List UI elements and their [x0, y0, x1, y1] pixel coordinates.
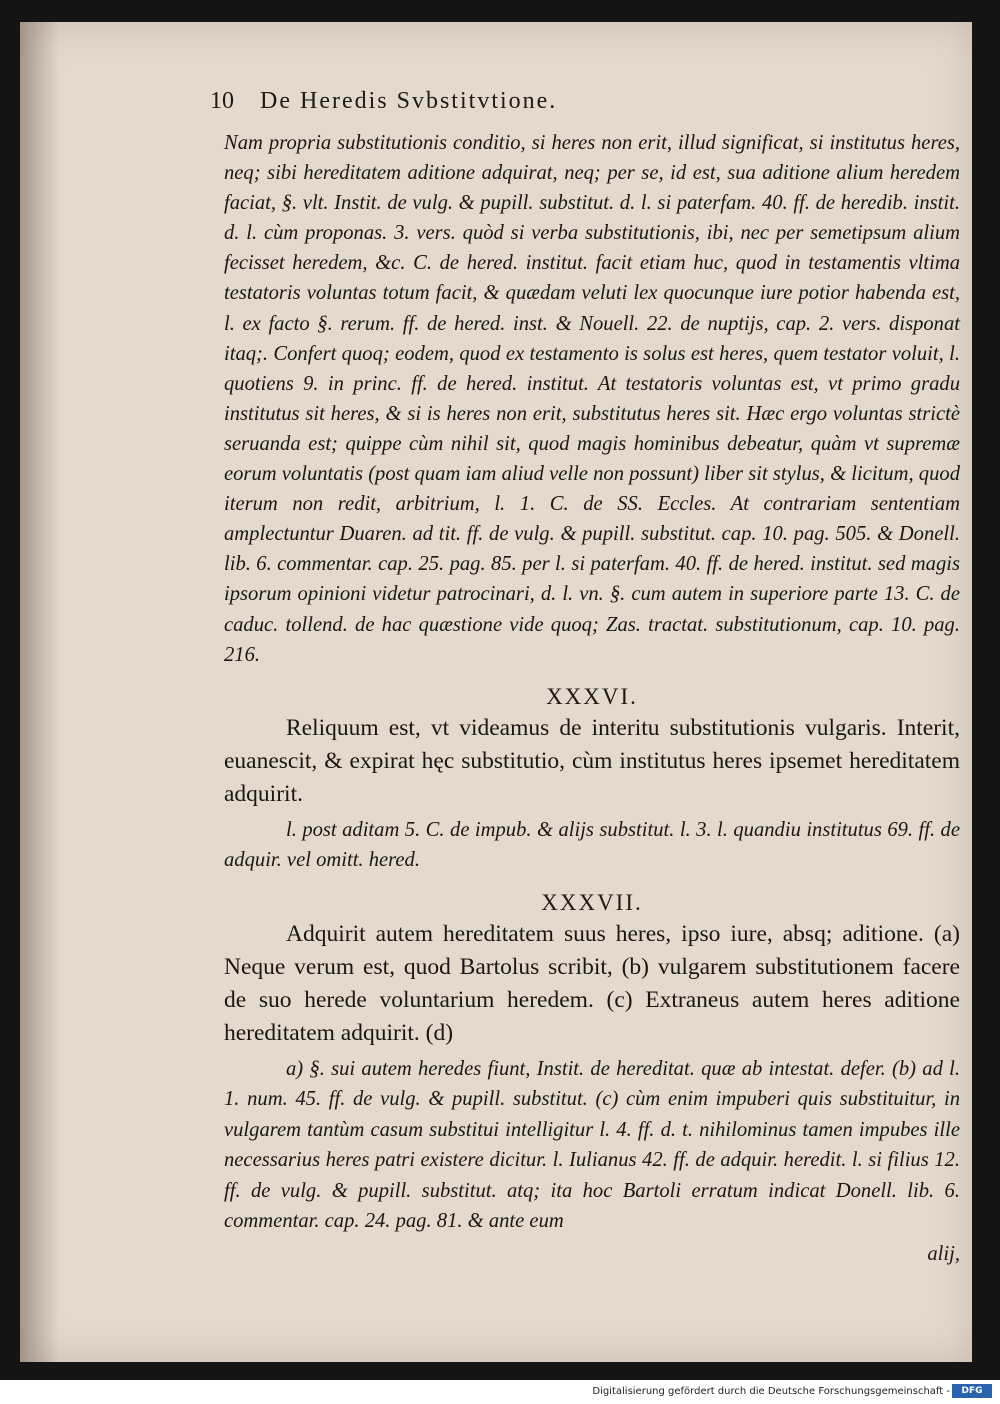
dfg-logo-icon: DFG: [952, 1384, 992, 1398]
book-page: [20, 22, 972, 1362]
commentary-paragraph: Nam propria substitutionis conditio, si heres non erit, illud significat, si institutus heres, neq; sibi hereditatem aditione adquirat, neq; per se, id est, sua aditione alium heredem faciat, §. vlt. Instit. de vulg. & pupill. substitut. d. l. si paterfam. 40. ff. de heredib. instit. d. l. cùm proponas. 3. vers. quòd si verba substitutionis, ibi, nec per semetipsum alium fecisset heredem, &c. C. de hered. institut. facit etiam huc, quod in testamentis vltima testatoris voluntas totum facit, & quædam veluti lex quocunque iure potior habenda est, l. ex facto §. rerum. ff. de hered. inst. & Nouell. 22. de nuptijs, cap. 2. vers. disponat itaq;. Confert quoq; eodem, quod ex testamento is solus est heres, quem testator voluit, l. quotiens 9. in princ. ff. de hered. institut. At testatoris voluntas est, vt primo gradu institutus sit heres, & si is heres non erit, substitutus heres sit. Hæc ergo voluntas strictè seruanda est; quippe cùm nihil sit, quod magis hominibus debeatur, quàm vt supremæ eorum voluntatis (post quam iam aliud velle non possunt) liber sit stylus, & licitum, quod iterum non redit, arbitrium, l. 1. C. de SS. Eccles. At contrariam sententiam amplectuntur Duaren. ad tit. ff. de vulg. & pupill. substitut. cap. 10. pag. 505. & Donell. lib. 6. commentar. cap. 25. pag. 85. per l. si paterfam. 40. ff. de hered. institut. sed magis ipsorum opinioni videtur patrocinari, d. l. vn. §. cum autem in superiore parte 13. C. de caduc. tollend. de hac quæstione vide quoq; Zas. tractat. substitutionum, cap. 10. pag. 216.: [224, 132, 960, 666]
running-head-text: De Heredis Svbstitvtione.: [260, 88, 558, 114]
page-number: 10: [210, 88, 234, 114]
section-heading-36: XXXVI.: [546, 683, 638, 709]
note-paragraph-37: a) §. sui autem heredes fiunt, Instit. de hereditat. quæ ab intestat. defer. (b) ad l. 1. num. 45. ff. de vulg. & pupill. substitut. (c) cùm enim impuberi quis substituitur, in vulgarem tantùm casum substitui intelligitur l. 4. ff. d. t. nihilominus tamen impubes ille necessarius heres patri existere dicitur. l. Iulianus 42. ff. de adquir. heredit. l. si filius 12. ff. de vulg. & pupill. substitut. atq; ita hoc Bartoli erratum indicat Donell. lib. 6. commentar. cap. 24. pag. 81. & ante eum: [224, 1057, 960, 1233]
section-heading-37: XXXVII.: [541, 889, 643, 915]
page-inner: [20, 22, 972, 1362]
thesis-paragraph-36: Reliquum est, vt videamus de interitu substitutionis vulgaris. Interit, euanescit, & expirat hęc substitutio, cùm institutus heres ipsemet hereditatem adquirit.: [224, 714, 960, 807]
thesis-paragraph-37: Adquirit autem hereditatem suus heres, ipso iure, absq; aditione. (a) Neque verum est, quod Bartolus scribit, (b) vulgarem substitutionem facere de suo herede voluntarium heredem. (c) Extraneus autem heres aditione hereditatem adquirit. (d): [224, 920, 960, 1046]
running-head: [260, 88, 942, 115]
text-column: [224, 128, 960, 1269]
digitization-credit: Digitalisierung gefördert durch die Deutsche Forschungsgemeinschaft -: [592, 1386, 950, 1397]
catchword: alij,: [927, 1242, 960, 1265]
note-paragraph-36: l. post aditam 5. C. de impub. & alijs substitut. l. 3. l. quandiu institutus 69. ff. de adquir. vel omitt. hered.: [224, 818, 960, 872]
